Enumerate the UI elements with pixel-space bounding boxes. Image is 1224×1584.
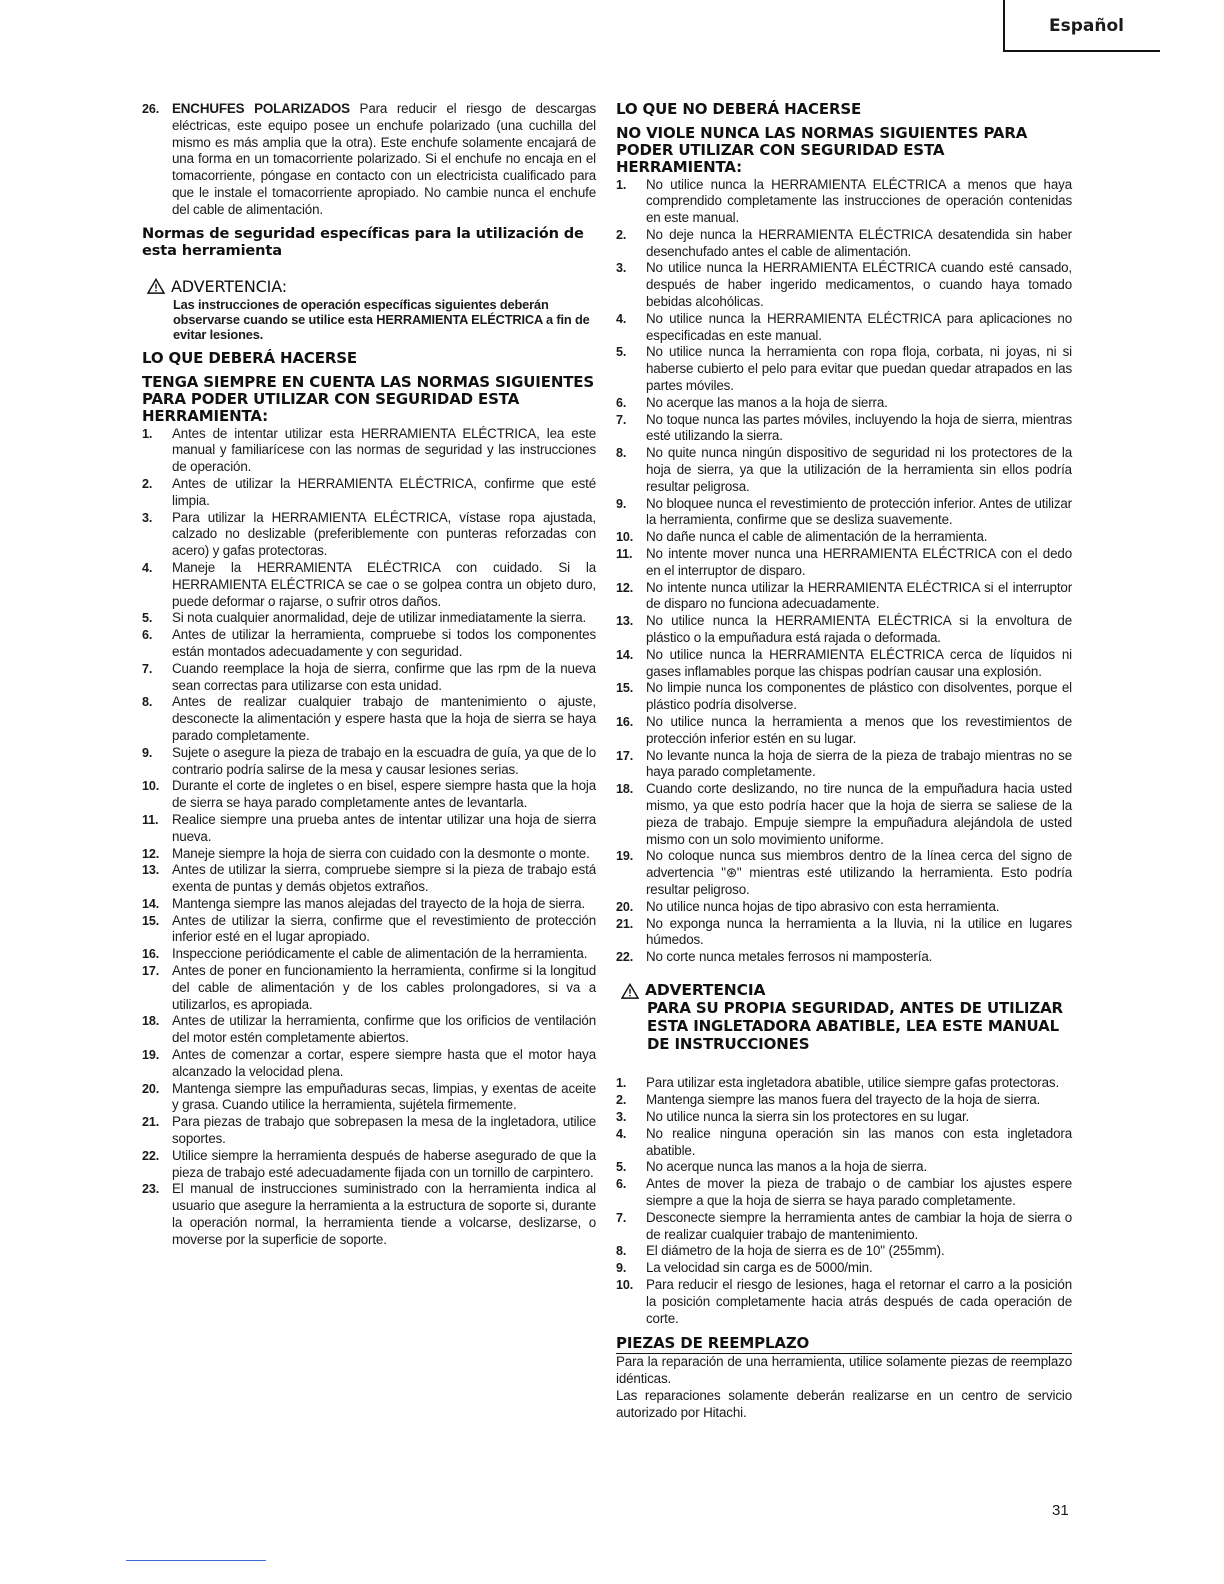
item-text: Antes de utilizar la herramienta, compruebe si todos los componentes están montados adecuadamente y con seguridad. — [172, 627, 596, 659]
item-text: No quite nunca ningún dispositivo de seguridad ni los protectores de la hoja de sierra, ya que la utilización de la herramienta sin ellos podría resultar peligrosa. — [646, 445, 1072, 494]
right-column — [616, 101, 1072, 1422]
list-item — [142, 627, 596, 661]
dont-subtitle: NO VIOLE NUNCA LAS NORMAS SIGUIENTES PARA PODER UTILIZAR CON SEGURIDAD ESTA HERRAMIENTA: — [616, 123, 1028, 176]
list-item — [616, 1176, 1072, 1210]
list-item — [616, 1075, 1072, 1092]
list-item — [616, 260, 1072, 310]
item-number: 4. — [616, 311, 627, 326]
item-text: La velocidad sin carga es de 5000/min. — [646, 1260, 873, 1276]
item-number: 23. — [142, 1182, 160, 1197]
item-text: Realice siempre una prueba antes de intentar utilizar una hoja de sierra nueva. — [172, 811, 596, 844]
item-number: 6. — [142, 628, 153, 643]
item-number: 20. — [616, 899, 634, 914]
item-number: 16. — [142, 947, 160, 962]
list-item — [616, 529, 1072, 546]
list-item — [616, 1109, 1072, 1126]
list-item — [616, 848, 1072, 898]
item-number: 15. — [616, 681, 634, 696]
warning2-block — [616, 982, 1072, 1054]
item-26 — [142, 101, 596, 219]
item-number: 10. — [616, 1278, 634, 1293]
item-text: No utilice nunca la HERRAMIENTA ELÉCTRICA cuando esté cansado, después de haber ingerido medicamentos, o cuando haya tomado bebidas alcohólicas. — [646, 260, 1072, 310]
item-number: 22. — [616, 950, 634, 965]
list-item — [142, 778, 596, 812]
item-number: 7. — [142, 661, 153, 676]
item-text: No utilice nunca hojas de tipo abrasivo con esta herramienta. — [646, 898, 1000, 914]
list-item — [142, 812, 596, 846]
item-text: Antes de poner en funcionamiento la herramienta, confirme si la longitud del cable de alimentación y de los cables prolongadores, si va a utilizarlos, es apropiada. — [172, 963, 596, 1012]
list-item — [142, 1081, 596, 1115]
item-number: 3. — [616, 261, 627, 276]
item-text: Antes de utilizar la sierra, confirme que el revestimiento de protección inferior esté en el lugar apropiado. — [172, 912, 596, 945]
item-number: 12. — [616, 580, 634, 595]
item-number: 5. — [616, 1160, 627, 1175]
item-number: 22. — [142, 1148, 160, 1163]
item-text: Mantenga siempre las manos alejadas del trayecto de la hoja de sierra. — [172, 895, 586, 911]
item-number: 6. — [616, 1177, 627, 1192]
list-item — [616, 647, 1072, 681]
list-item — [142, 610, 596, 627]
item-number: 3. — [142, 510, 153, 525]
list-item — [616, 781, 1072, 848]
item-number: 1. — [142, 426, 153, 441]
item-number: 2. — [616, 227, 627, 242]
item-text: Maneje la HERRAMIENTA ELÉCTRICA con cuidado. Si la HERRAMIENTA ELÉCTRICA se cae o se golpea contra un objeto duro, puede deformar o rajarse, o sufrir otros daños. — [172, 559, 596, 609]
list-item — [616, 949, 1072, 966]
item-number: 9. — [616, 496, 627, 511]
item-text: Antes de utilizar la herramienta, confirme que los orificios de ventilación del motor estén completamente abiertos. — [172, 1013, 596, 1046]
item-number: 8. — [616, 1244, 627, 1259]
item-number: 21. — [142, 1115, 160, 1130]
list-item — [616, 1277, 1072, 1327]
item-text: No dañe nunca el cable de alimentación de la herramienta. — [646, 529, 988, 545]
item-text: No utilice nunca la herramienta con ropa floja, corbata, ni joyas, ni si haberse cubierto el pelo para evitar que puedan quedar atrapados en las partes móviles. — [646, 344, 1072, 394]
list-item — [616, 899, 1072, 916]
item-text: No intente mover nunca una HERRAMIENTA ELÉCTRICA con el dedo en el interruptor de disparo. — [646, 546, 1072, 578]
list-item — [616, 680, 1072, 714]
item-number: 8. — [142, 695, 153, 710]
item-text: No toque nunca las partes móviles, incluyendo la hoja de sierra, mientras esté utilizando la sierra. — [646, 411, 1072, 444]
list-item — [616, 1243, 1072, 1260]
list-item — [616, 177, 1072, 227]
list-item — [616, 496, 1072, 530]
list-item — [142, 946, 596, 963]
item-text: No utilice nunca la HERRAMIENTA ELÉCTRICA a menos que haya comprendido completamente las instrucciones de operación contenidas en este manual. — [646, 176, 1072, 226]
item-number: 17. — [142, 964, 160, 979]
list-item — [616, 1159, 1072, 1176]
item-number: 13. — [616, 614, 634, 629]
item-number: 2. — [142, 476, 153, 491]
item-number: 1. — [616, 177, 627, 192]
warning2-header — [621, 982, 1072, 1000]
item-text: El diámetro de la hoja de sierra es de 10" (255mm). — [646, 1243, 945, 1259]
item-text: No acerque nunca las manos a la hoja de sierra. — [646, 1159, 928, 1175]
footer-rule — [126, 1560, 266, 1561]
specific-rules-title: Normas de seguridad específicas para la utilización de esta herramienta — [142, 224, 584, 260]
item-text: Cuando corte deslizando, no tire nunca de la empuñadura hacia usted mismo, ya que esto podría hacer que la hoja de sierra se saliese de la pieza de trabajo. Empuje siempre la empuñadura alejándola de usted mismo con un solo movimiento uniforme. — [646, 781, 1072, 847]
list-item — [142, 426, 596, 476]
item-number: 6. — [616, 395, 627, 410]
list-item — [616, 748, 1072, 782]
item-number: 21. — [616, 916, 634, 931]
item-number: 11. — [616, 547, 633, 562]
warning2-title: ADVERTENCIA — [645, 980, 766, 999]
item-text: Cuando reemplace la hoja de sierra, confirme que las rpm de la nueva sean correctas para utilizarse con esta unidad. — [172, 660, 596, 693]
page-number: 31 — [1052, 1502, 1069, 1519]
item-text: Inspeccione periódicamente el cable de alimentación de la herramienta. — [172, 946, 588, 962]
list-item — [616, 344, 1072, 394]
item-number: 15. — [142, 913, 160, 928]
item-text: No realice ninguna operación sin las manos con esta ingletadora abatible. — [646, 1125, 1072, 1158]
item-text: No corte nunca metales ferrosos ni mampostería. — [646, 949, 933, 965]
item-text: Para utilizar esta ingletadora abatible, utilice siempre gafas protectoras. — [646, 1075, 1060, 1091]
item-text: No utilice nunca la HERRAMIENTA ELÉCTRICA para aplicaciones no especificadas en este manual. — [646, 310, 1072, 343]
list-item — [142, 963, 596, 1013]
list-item — [616, 227, 1072, 261]
item-number: 10. — [142, 779, 160, 794]
item-text: Utilice siempre la herramienta después de haberse asegurado de que la pieza de trabajo esté adecuadamente fijada con un tornillo de carpintero. — [172, 1147, 596, 1180]
item-text: Si nota cualquier anormalidad, deje de utilizar inmediatamente la sierra. — [172, 610, 587, 626]
item-text: No utilice nunca la HERRAMIENTA ELÉCTRICA si la envoltura de plástico o la empuñadura está rajada o deformada. — [646, 613, 1072, 646]
item-text: Para utilizar la HERRAMIENTA ELÉCTRICA, vístase ropa ajustada, calzado no deslizable (preferiblemente con punteras reforzadas con acero) y gafas protectoras. — [172, 509, 596, 559]
item-text: Antes de utilizar la HERRAMIENTA ELÉCTRICA, confirme que esté limpia. — [172, 475, 596, 508]
item-number: 4. — [142, 560, 153, 575]
replacement-parts-paragraph-2: Las reparaciones solamente deberán realizarse en un centro de servicio autorizado por Hitachi. — [616, 1388, 1072, 1420]
warning-triangle-icon — [621, 983, 639, 999]
warning-block — [142, 278, 596, 343]
item-text: Antes de realizar cualquier trabajo de mantenimiento o ajuste, desconecte la alimentación y espere hasta que la hoja de sierra se haya parado completamente. — [172, 694, 596, 743]
item-number: 7. — [616, 412, 627, 427]
replacement-parts-title: PIEZAS DE REEMPLAZO — [616, 1334, 810, 1353]
do-subtitle: TENGA SIEMPRE EN CUENTA LAS NORMAS SIGUIENTES PARA PODER UTILIZAR CON SEGURIDAD ESTA HERRAMIENTA: — [142, 372, 595, 425]
list-item — [616, 613, 1072, 647]
list-item — [616, 546, 1072, 580]
item-text: Durante el corte de ingletes o en bisel, espere siempre hasta que la hoja de sierra se haya parado completamente antes de levantarla. — [172, 778, 596, 811]
item-body: Para reducir el riesgo de descargas eléctricas, este equipo posee un enchufe polarizado (una cuchilla del mismo es más amplia que la otra). Este enchufe solamente encajará de una forma en un tomacorriente polarizado. Si el enchufe no encaja en el tomacorriente, póngase en contacto con un electricista cualificado para que le instale el tomacorriente apropiado. No cambie nunca el enchufe del cable de alimentación. — [172, 101, 596, 217]
item-text: Mantenga siempre las empuñaduras secas, limpias, y exentas de aceite y grasa. Cuando utilice la herramienta, sujétela firmemente. — [172, 1080, 596, 1113]
item-number: 26. — [142, 102, 160, 116]
item-number: 17. — [616, 748, 634, 763]
warning-list — [616, 1075, 1072, 1327]
item-text: Para piezas de trabajo que sobrepasen la mesa de la ingletadora, utilice soportes. — [172, 1114, 596, 1147]
list-item — [142, 510, 596, 560]
warning-title: ADVERTENCIA: — [171, 276, 287, 296]
item-text: No deje nunca la HERRAMIENTA ELÉCTRICA desatendida sin haber desenchufado antes el cable de alimentación. — [646, 226, 1072, 259]
item-number: 11. — [142, 812, 159, 827]
item-text: Sujete o asegure la pieza de trabajo en la escuadra de guía, ya que de lo contrario podría salirse de la mesa y causar lesiones serias. — [172, 744, 596, 777]
list-item — [616, 412, 1072, 446]
list-item — [142, 745, 596, 779]
list-item — [142, 1114, 596, 1148]
warning-triangle-icon — [147, 278, 165, 294]
item-number: 3. — [616, 1110, 627, 1125]
item-number: 14. — [616, 647, 634, 662]
list-item — [616, 1210, 1072, 1244]
item-number: 20. — [142, 1081, 160, 1096]
item-number: 7. — [616, 1210, 627, 1225]
list-item — [142, 913, 596, 947]
list-item — [142, 476, 596, 510]
item-number: 19. — [616, 849, 634, 864]
item-number: 5. — [142, 611, 153, 626]
do-title: LO QUE DEBERÁ HACERSE — [142, 349, 358, 368]
warning-text: Las instrucciones de operación específicas siguientes deberán observarse cuando se utilice esta HERRAMIENTA ELÉCTRICA a fin de evitar lesiones. — [173, 297, 590, 343]
list-item — [142, 846, 596, 863]
item-number: 14. — [142, 896, 160, 911]
warning-header — [147, 278, 596, 296]
item-number: 9. — [142, 745, 153, 760]
item-text: Maneje siempre la hoja de sierra con cuidado con la desmonte o monte. — [172, 845, 590, 861]
list-item — [616, 580, 1072, 614]
list-item — [616, 1260, 1072, 1277]
item-bold-lead: ENCHUFES POLARIZADOS — [172, 101, 350, 116]
item-number: 9. — [616, 1261, 627, 1276]
warning2-text: PARA SU PROPIA SEGURIDAD, ANTES DE UTILIZAR ESTA INGLETADORA ABATIBLE, LEA ESTE MANUAL DE INSTRUCCIONES — [647, 999, 1063, 1054]
item-text: Mantenga siempre las manos fuera del trayecto de la hoja de sierra. — [646, 1092, 1041, 1108]
replacement-parts-paragraph-1: Para la reparación de una herramienta, utilice solamente piezas de reemplazo idénticas. — [616, 1354, 1072, 1387]
list-item — [142, 694, 596, 744]
list-item — [616, 311, 1072, 345]
list-item — [142, 661, 596, 695]
list-item — [142, 1013, 596, 1047]
list-item — [142, 1148, 596, 1182]
item-text: No utilice nunca la sierra sin los protectores en su lugar. — [646, 1109, 970, 1125]
language-tab — [1003, 0, 1160, 52]
item-text: No intente nunca utilizar la HERRAMIENTA ELÉCTRICA si el interruptor de disparo no funciona adecuadamente. — [646, 579, 1072, 612]
item-number: 18. — [616, 782, 634, 797]
item-text: No coloque nunca sus miembros dentro de la línea cerca del signo de advertencia "⊛" mientras esté utilizando la herramienta. Esto podría resultar peligroso. — [646, 848, 1072, 897]
item-text: No utilice nunca la HERRAMIENTA ELÉCTRICA cerca de líquidos ni gases inflamables porque las chispas podrían causar una explosión. — [646, 646, 1072, 679]
list-item — [616, 916, 1072, 950]
item-number: 13. — [142, 863, 160, 878]
item-text: Para reducir el riesgo de lesiones, haga el retornar el carro a la posición la posición completamente hacia atrás después de cada operación de corte. — [646, 1277, 1072, 1326]
item-number: 5. — [616, 345, 627, 360]
list-item — [616, 714, 1072, 748]
item-text: No acerque las manos a la hoja de sierra. — [646, 394, 888, 410]
list-item — [142, 560, 596, 610]
item-text: Antes de utilizar la sierra, compruebe siempre si la pieza de trabajo está exenta de puntas y demás objetos extraños. — [172, 862, 596, 895]
list-item — [142, 1181, 596, 1248]
list-item — [616, 1126, 1072, 1160]
item-number: 4. — [616, 1126, 627, 1141]
dont-title: LO QUE NO DEBERÁ HACERSE — [616, 100, 862, 118]
item-number: 10. — [616, 530, 634, 545]
list-item — [616, 1092, 1072, 1109]
item-text: No levante nunca la hoja de sierra de la pieza de trabajo mientras no se haya parado completamente. — [646, 747, 1072, 780]
item-text: Desconecte siempre la herramienta antes de cambiar la hoja de sierra o de realizar cualquier trabajo de mantenimiento. — [646, 1209, 1072, 1242]
item-number: 8. — [616, 446, 627, 461]
language-label: Español — [1049, 16, 1124, 36]
list-item — [142, 1047, 596, 1081]
left-column — [142, 101, 596, 1249]
item-number: 12. — [142, 846, 160, 861]
item-number: 18. — [142, 1014, 160, 1029]
dont-list — [616, 177, 1072, 966]
item-text: Antes de intentar utilizar esta HERRAMIENTA ELÉCTRICA, lea este manual y familiarícese con las normas de seguridad y las instrucciones de operación. — [172, 425, 596, 475]
item-number: 1. — [616, 1076, 627, 1091]
item-text: No exponga nunca la herramienta a la lluvia, ni la utilice en lugares húmedos. — [646, 915, 1072, 948]
list-item — [142, 862, 596, 896]
item-text: El manual de instrucciones suministrado con la herramienta indica al usuario que asegure la herramienta a la estructura de soporte si, durante la operación normal, la herramienta tiende a volcarse, deslizarse, o moverse por la superficie de soporte. — [172, 1181, 596, 1247]
item-text: Antes de comenzar a cortar, espere siempre hasta que el motor haya alcanzado la velocidad plena. — [172, 1047, 596, 1079]
item-text: Antes de mover la pieza de trabajo o de cambiar los ajustes espere siempre a que la hoja de sierra se haya parado completamente. — [646, 1176, 1072, 1209]
item-number: 19. — [142, 1048, 160, 1063]
list-item — [142, 896, 596, 913]
list-item — [616, 395, 1072, 412]
item-text: No utilice nunca la herramienta a menos que los revestimientos de protección inferior estén en su lugar. — [646, 714, 1072, 746]
item-number: 2. — [616, 1093, 627, 1108]
item-text: No limpie nunca los componentes de plástico con disolventes, porque el plástico podría disolverse. — [646, 680, 1072, 713]
item-number: 16. — [616, 715, 634, 729]
item-text — [172, 101, 596, 219]
list-item — [616, 445, 1072, 495]
item-text: No bloquee nunca el revestimiento de protección inferior. Antes de utilizar la herramienta, confirme que se desliza suavemente. — [646, 495, 1072, 528]
do-list — [142, 426, 596, 1249]
